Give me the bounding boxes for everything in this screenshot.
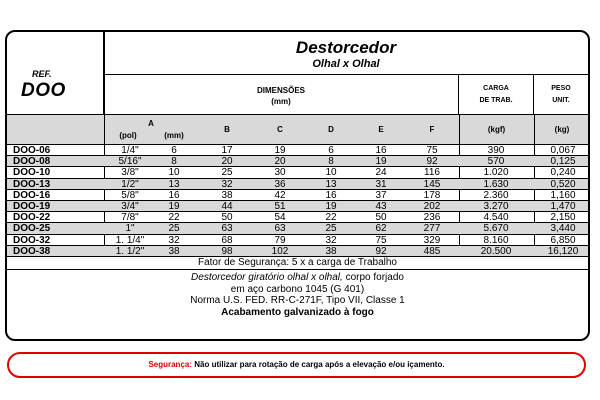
cell-b: 20 bbox=[221, 156, 233, 168]
col-c: C bbox=[277, 125, 283, 134]
cell-mm: 8 bbox=[171, 156, 177, 168]
cell-code: DOO-19 bbox=[13, 200, 51, 212]
ref-code: DOO bbox=[21, 80, 66, 101]
title-cell bbox=[104, 32, 588, 75]
cell-e: 62 bbox=[375, 223, 387, 235]
cell-code: DOO-06 bbox=[13, 145, 51, 156]
cell-peso: 0,067 bbox=[550, 145, 576, 156]
table-row bbox=[7, 190, 588, 201]
product-card bbox=[5, 30, 590, 341]
ref-label: REF. bbox=[32, 69, 52, 79]
cell-pol: 1/4" bbox=[121, 145, 139, 156]
cell-carga: 5.670 bbox=[483, 223, 509, 235]
table-row bbox=[7, 167, 588, 178]
cell-mm: 6 bbox=[171, 145, 177, 156]
safety-text: Não utilizar para rotação de carga após a elevação e/ou içamento. bbox=[192, 360, 445, 369]
safety-warning bbox=[7, 352, 586, 378]
cell-code: DOO-22 bbox=[13, 212, 51, 224]
table-row bbox=[7, 201, 588, 212]
table-row bbox=[7, 223, 588, 234]
table-row bbox=[7, 212, 588, 223]
peso-header bbox=[534, 75, 588, 115]
safety-factor: Fator de Segurança: 5 x a carga de Trabalho bbox=[7, 257, 588, 270]
cell-pol: 1" bbox=[125, 223, 135, 235]
cell-peso: 1,160 bbox=[550, 189, 576, 201]
table-row bbox=[7, 179, 588, 190]
cell-e: 19 bbox=[375, 156, 387, 168]
cell-d: 25 bbox=[325, 223, 337, 235]
col-a-label: A bbox=[148, 119, 154, 128]
cell-d: 19 bbox=[325, 200, 337, 212]
cell-pol: 1. 1/2" bbox=[115, 245, 145, 257]
table-row bbox=[7, 246, 588, 257]
carga-label: CARGA bbox=[483, 85, 509, 92]
cell-f: 329 bbox=[423, 234, 441, 246]
cell-peso: 0,240 bbox=[550, 167, 576, 179]
cell-b: 50 bbox=[221, 212, 233, 224]
carga-header bbox=[459, 75, 534, 115]
desc-line2: em aço carbono 1045 (G 401) bbox=[230, 283, 365, 295]
cell-peso: 0,125 bbox=[550, 156, 576, 168]
cell-carga: 570 bbox=[487, 156, 505, 168]
desc-line1-rest: corpo forjado bbox=[342, 272, 404, 283]
cell-b: 38 bbox=[221, 189, 233, 201]
cell-code: DOO-13 bbox=[13, 178, 51, 190]
cell-mm: 25 bbox=[168, 223, 180, 235]
cell-e: 75 bbox=[375, 234, 387, 246]
table-row bbox=[7, 235, 588, 246]
col-d: D bbox=[328, 125, 334, 134]
cell-e: 50 bbox=[375, 212, 387, 224]
cell-mm: 10 bbox=[168, 167, 180, 179]
product-subtitle: Olhal x Olhal bbox=[312, 58, 380, 70]
cell-pol: 7/8" bbox=[121, 212, 139, 224]
col-a-pol: (pol) bbox=[119, 131, 137, 140]
cell-c: 20 bbox=[274, 156, 286, 168]
col-a-mm: (mm) bbox=[164, 131, 184, 140]
peso-label: PESO bbox=[551, 85, 571, 92]
cell-e: 16 bbox=[375, 145, 387, 156]
cell-code: DOO-10 bbox=[13, 167, 51, 179]
cell-carga: 3.270 bbox=[483, 200, 509, 212]
col-peso-unit: (kg) bbox=[554, 125, 570, 134]
desc-line3: Norma U.S. FED. RR-C-271F, Tipo VII, Classe 1 bbox=[190, 295, 405, 306]
cell-c: 30 bbox=[274, 167, 286, 179]
cell-code: DOO-32 bbox=[13, 234, 51, 246]
cell-mm: 13 bbox=[168, 178, 180, 190]
cell-e: 31 bbox=[375, 178, 387, 190]
cell-mm: 19 bbox=[168, 200, 180, 212]
cell-peso: 0,520 bbox=[550, 178, 576, 190]
cell-d: 22 bbox=[325, 212, 337, 224]
cell-c: 36 bbox=[274, 178, 286, 190]
cell-c: 51 bbox=[274, 200, 286, 212]
cell-pol: 3/8" bbox=[121, 167, 139, 179]
column-header-row bbox=[7, 115, 588, 145]
cell-mm: 16 bbox=[168, 189, 180, 201]
dimensions-label: DIMENSÕES bbox=[256, 86, 305, 95]
cell-c: 102 bbox=[271, 245, 289, 257]
cell-carga: 2.360 bbox=[483, 189, 509, 201]
cell-mm: 32 bbox=[168, 234, 180, 246]
cell-d: 16 bbox=[325, 189, 337, 201]
cell-b: 44 bbox=[221, 200, 233, 212]
cell-f: 202 bbox=[423, 200, 441, 212]
desc-line4: Acabamento galvanizado à fogo bbox=[221, 306, 374, 318]
cell-f: 277 bbox=[423, 223, 441, 235]
cell-peso: 6,850 bbox=[550, 234, 576, 246]
dimensions-header bbox=[104, 75, 459, 115]
col-f: F bbox=[429, 125, 435, 134]
cell-b: 63 bbox=[221, 223, 233, 235]
cell-peso: 3,440 bbox=[550, 223, 576, 235]
data-table bbox=[7, 145, 588, 257]
cell-carga: 1.020 bbox=[483, 167, 509, 179]
cell-c: 63 bbox=[274, 223, 286, 235]
cell-b: 25 bbox=[221, 167, 233, 179]
table-row bbox=[7, 145, 588, 156]
cell-peso: 16,120 bbox=[547, 245, 579, 257]
desc-line1-italic: Destorcedor giratório olhal x olhal, bbox=[191, 272, 343, 283]
cell-mm: 38 bbox=[168, 245, 180, 257]
cell-f: 92 bbox=[426, 156, 438, 168]
cell-b: 68 bbox=[221, 234, 233, 246]
description bbox=[7, 272, 588, 318]
cell-code: DOO-16 bbox=[13, 189, 51, 201]
peso-label2: UNIT. bbox=[552, 97, 570, 104]
cell-c: 79 bbox=[274, 234, 286, 246]
cell-f: 116 bbox=[424, 167, 440, 179]
cell-pol: 1. 1/4" bbox=[115, 234, 145, 246]
safety-label: Segurança: bbox=[148, 360, 193, 369]
cell-pol: 1/2" bbox=[121, 178, 139, 190]
cell-code: DOO-25 bbox=[13, 223, 51, 235]
cell-e: 43 bbox=[375, 200, 387, 212]
cell-c: 42 bbox=[274, 189, 286, 201]
dimensions-unit: (mm) bbox=[271, 97, 291, 106]
col-carga-unit: (kgf) bbox=[487, 125, 506, 134]
cell-pol: 5/8" bbox=[121, 189, 139, 201]
cell-d: 13 bbox=[325, 178, 337, 190]
table-row bbox=[7, 156, 588, 167]
cell-peso: 2,150 bbox=[550, 212, 576, 224]
cell-d: 38 bbox=[325, 245, 337, 257]
cell-b: 32 bbox=[221, 178, 233, 190]
cell-f: 485 bbox=[423, 245, 441, 257]
cell-c: 19 bbox=[274, 145, 286, 156]
cell-carga: 4.540 bbox=[483, 212, 509, 224]
cell-e: 24 bbox=[375, 167, 387, 179]
cell-b: 98 bbox=[221, 245, 233, 257]
carga-label2: DE TRAB. bbox=[479, 97, 513, 104]
product-title: Destorcedor bbox=[295, 38, 397, 57]
cell-peso: 1,470 bbox=[550, 200, 576, 212]
cell-e: 92 bbox=[375, 245, 387, 257]
cell-code: DOO-08 bbox=[13, 156, 51, 168]
col-e: E bbox=[378, 125, 384, 134]
cell-carga: 390 bbox=[487, 145, 505, 156]
cell-d: 6 bbox=[328, 145, 334, 156]
cell-c: 54 bbox=[274, 212, 286, 224]
cell-pol: 3/4" bbox=[121, 200, 139, 212]
cell-code: DOO-38 bbox=[13, 245, 51, 257]
cell-e: 37 bbox=[375, 189, 387, 201]
ref-cell bbox=[7, 32, 104, 115]
cell-b: 17 bbox=[221, 145, 233, 156]
cell-d: 10 bbox=[325, 167, 337, 179]
cell-f: 236 bbox=[423, 212, 441, 224]
cell-pol: 5/16" bbox=[118, 156, 142, 168]
cell-carga: 8.160 bbox=[483, 234, 509, 246]
cell-d: 32 bbox=[325, 234, 337, 246]
cell-f: 178 bbox=[423, 189, 441, 201]
cell-f: 145 bbox=[423, 178, 441, 190]
cell-mm: 22 bbox=[168, 212, 180, 224]
cell-carga: 1.630 bbox=[483, 178, 509, 190]
cell-d: 8 bbox=[328, 156, 334, 168]
cell-carga: 20.500 bbox=[480, 245, 512, 257]
col-b: B bbox=[224, 125, 230, 134]
cell-f: 75 bbox=[426, 145, 438, 156]
